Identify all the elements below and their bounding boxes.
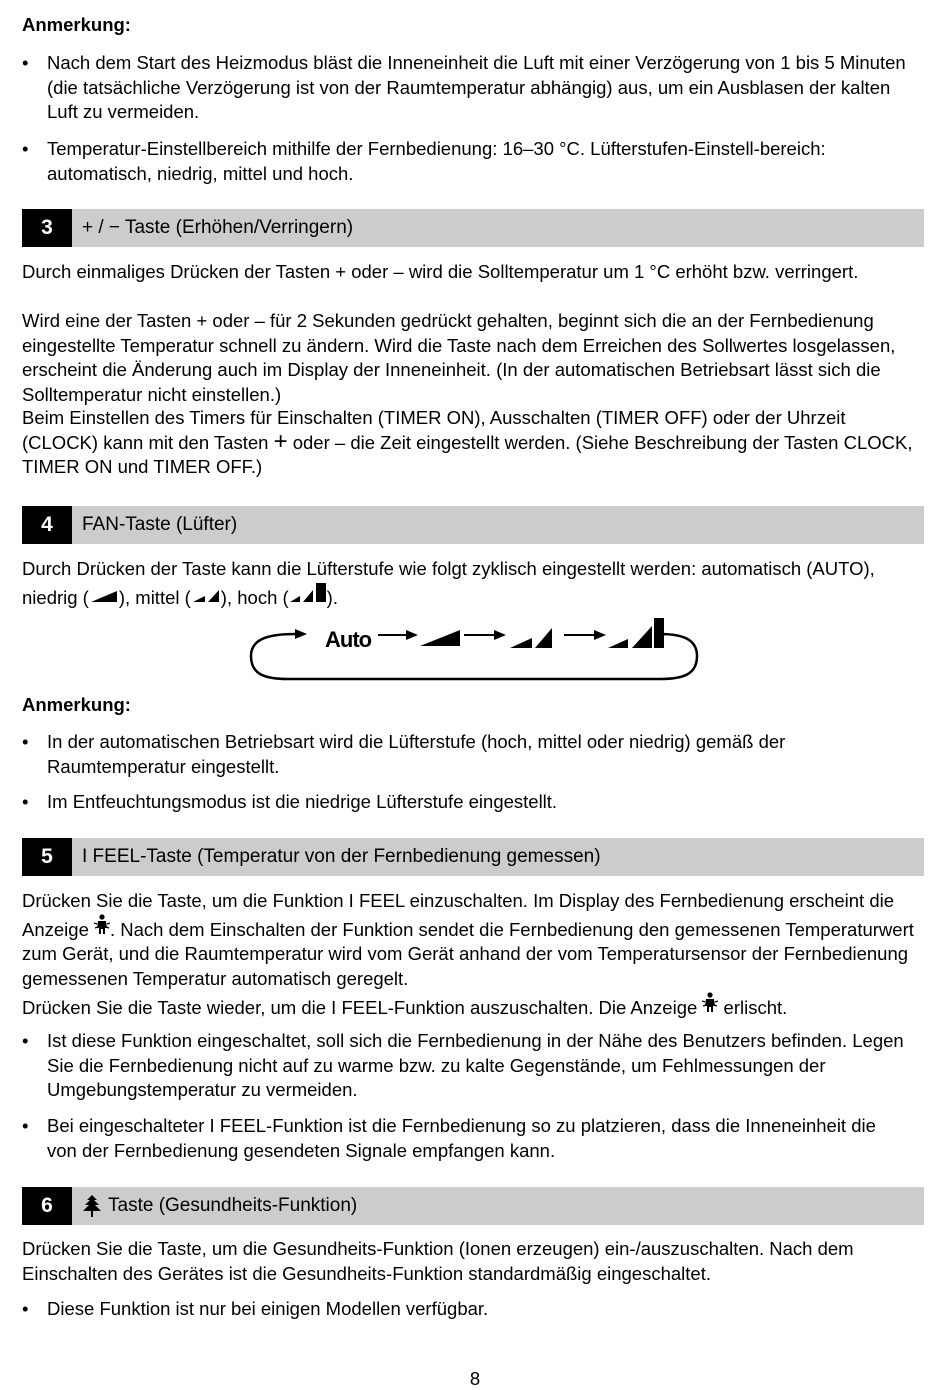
section-title: Taste (Gesundheits-Funktion) [108, 1195, 358, 1216]
text-segment: erlischt. [718, 997, 788, 1018]
section-title: I FEEL-Taste (Temperatur von der Fernbedienung gemessen) [82, 846, 601, 867]
text-segment: ), hoch ( [220, 586, 289, 608]
section-header-6 [22, 1187, 924, 1225]
fan-high-icon [289, 582, 327, 604]
text-segment: Durch Drücken der Taste kann die Lüfterstufe wie folgt zyklisch eingestellt werden: automatisch (AUTO), niedrig ( [22, 558, 875, 608]
list-item-text: Ist diese Funktion eingeschaltet, soll sich die Fernbedienung in der Nähe des Benutzers befinden. Legen Sie die Fernbedienung nicht auf zu warme bzw. zu kalte Gegenstände, um Fehlmessungen der Umgebungstemperatur zu vermeiden. [47, 1030, 904, 1101]
text-segment: ). [326, 586, 338, 608]
section-number: 3 [22, 209, 72, 247]
text-segment: . Nach dem Einschalten der Funktion sendet die Fernbedienung den gemessenen Temperaturwert zum Gerät, und die Raumtemperatur wird vom Gerät anhand der vom Temperatursensor der Fernbedienung gemessenen Temperatur automatisch geregelt. [22, 918, 914, 989]
list-item-text: Bei eingeschalteter I FEEL-Funktion ist die Fernbedienung so zu platzieren, dass die Inneneinheit die von der Fernbedienung gesendeten Signale empfangen kann. [47, 1115, 876, 1161]
list-item-text: In der automatischen Betriebsart wird die Lüfterstufe (hoch, mittel oder niedrig) gemäß der Raumtemperatur eingestellt. [47, 731, 786, 777]
bullet-dot: • [22, 1298, 29, 1319]
bullet-dot: • [22, 791, 29, 812]
bullet-dot: • [22, 52, 29, 73]
fan-low-icon [89, 587, 119, 604]
health-tree-icon [83, 1195, 101, 1217]
ifeel-icon [702, 992, 718, 1014]
note-title: Anmerkung: [22, 14, 131, 35]
section-number: 6 [22, 1187, 72, 1225]
bullet-dot: • [22, 1115, 29, 1136]
list-item-text: Diese Funktion ist nur bei einigen Modellen verfügbar. [47, 1298, 489, 1319]
bullet-dot: • [22, 731, 29, 752]
text-segment: Drücken Sie die Taste wieder, um die I FEEL-Funktion auszuschalten. Die Anzeige [22, 997, 703, 1018]
diagram-auto-label: Auto [325, 627, 372, 652]
bullet-dot: • [22, 138, 29, 159]
plus-symbol: + [273, 427, 288, 455]
section-number: 5 [22, 838, 72, 876]
section-header-3 [22, 209, 924, 247]
paragraph: Drücken Sie die Taste, um die Gesundheits-Funktion (Ionen erzeugen) ein-/auszuschalten. Nach dem Einschalten des Gerätes ist die Gesundheits-Funktion standardmäßig eingeschaltet. [22, 1238, 854, 1284]
section-title: + / − Taste (Erhöhen/Verringern) [82, 217, 354, 238]
paragraph [22, 406, 922, 480]
list-item-text: Temperatur-Einstellbereich mithilfe der Fernbedienung: 16–30 °C. Lüfterstufen-Einstell-bereich: automatisch, niedrig, mittel und hoch. [47, 138, 826, 184]
list-item-text: Im Entfeuchtungsmodus ist die niedrige Lüfterstufe eingestellt. [47, 791, 558, 812]
paragraph [22, 889, 922, 991]
list-item-text: Nach dem Start des Heizmodus bläst die Inneneinheit die Luft mit einer Verzögerung von 1 bis 5 Minuten (die tatsächliche Verzögerung ist von der Raumtemperatur abhängig) aus, um ein Ausblasen der kalten Luft zu vermeiden. [47, 52, 906, 123]
text-segment: oder – die Zeit eingestellt werden. (Siehe Beschreibung der Tasten CLOCK, TIMER ON und TIMER OFF.) [22, 431, 913, 478]
paragraph [22, 992, 922, 1021]
section-header-4 [22, 506, 924, 544]
paragraph [22, 557, 922, 610]
section-header-5 [22, 838, 924, 876]
fan-medium-icon [191, 587, 221, 604]
text-segment: ), mittel ( [118, 586, 191, 608]
text-segment: Beim Einstellen des Timers für Einschalten (TIMER ON), Ausschalten (TIMER OFF) oder der Uhrzeit (CLOCK) kann mit den Tasten [22, 407, 846, 453]
section-title: FAN-Taste (Lüfter) [82, 514, 238, 535]
note-title: Anmerkung: [22, 694, 131, 715]
fan-cycle-diagram [248, 616, 700, 684]
page-number: 8 [469, 1368, 481, 1389]
paragraph: Wird eine der Tasten + oder – für 2 Sekunden gedrückt gehalten, beginnt sich die an der Fernbedienung eingestellte Temperatur schnell zu ändern. Wird die Taste nach dem Erreichen des Sollwertes losgelassen, erscheint die Änderung auch im Display der Inneneinheit. (In der automatischen Betriebsart lässt sich die Solltemperatur nicht einstellen.) [22, 310, 896, 405]
text-segment: Drücken Sie die Taste, um die Funktion I FEEL einzuschalten. Im Display des Fernbedienung erscheint die Anzeige [22, 890, 895, 940]
section-number: 4 [22, 506, 72, 544]
ifeel-icon [94, 914, 110, 936]
paragraph: Durch einmaliges Drücken der Tasten + oder – wird die Solltemperatur um 1 °C erhöht bzw. verringert. [22, 261, 859, 282]
bullet-dot: • [22, 1030, 29, 1051]
